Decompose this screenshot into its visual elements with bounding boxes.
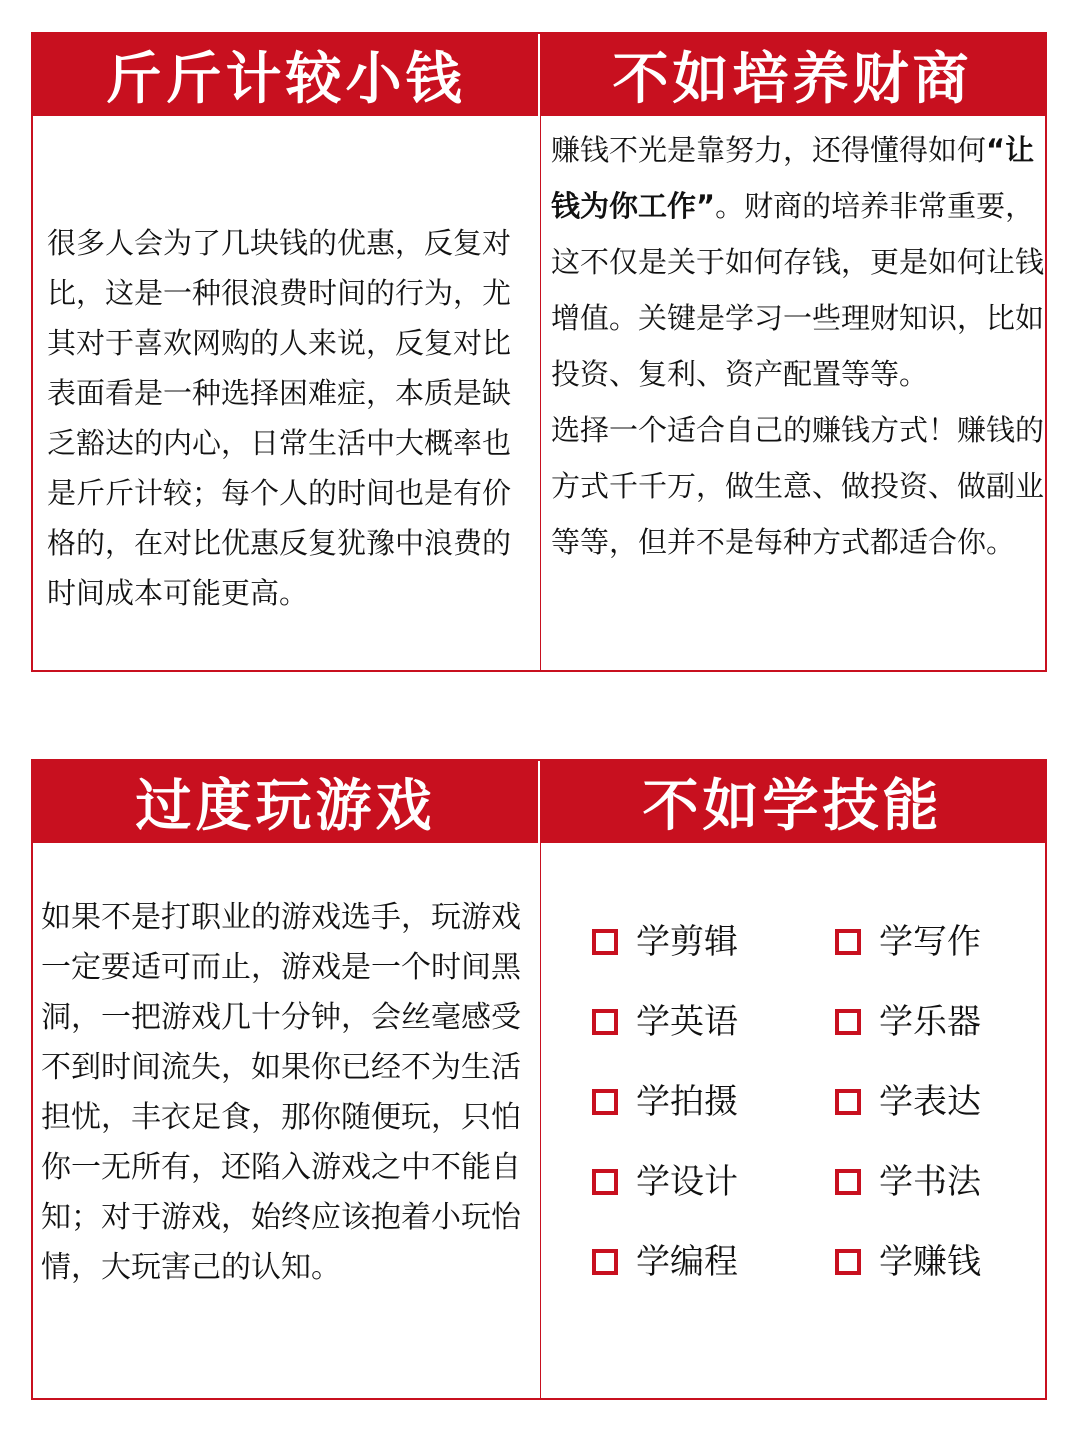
skill-item [835, 1237, 981, 1287]
skill-label: 学书法 [879, 1162, 981, 1202]
skill-item [835, 1157, 981, 1207]
skill-item [592, 917, 738, 967]
emphasis-quote: “让钱为你工作” [551, 133, 1035, 223]
skill-label: 学设计 [636, 1162, 738, 1202]
checkbox-icon [835, 1089, 861, 1115]
header-title-right: 不如学技能 [538, 761, 1045, 843]
header-title-left: 过度玩游戏 [135, 774, 436, 839]
header-title-right: 不如培养财商 [538, 34, 1045, 116]
skill-item [592, 1237, 738, 1287]
right-paragraph-lead: 赚钱不光是靠努力，还得懂得如何 [551, 133, 987, 167]
left-paragraph: 很多人会为了几块钱的优惠，反复对比，这是一种很浪费时间的行为，尤其对于喜欢网购的人来说，反复对比表面看是一种选择困难症，本质是缺乏豁达的内心，日常生活中大概率也是斤斤计较；每个人的时间也是有价格的，在对比优惠反复犹豫中浪费的时间成本可能更高。 [47, 226, 512, 610]
checkbox-icon [592, 1009, 618, 1035]
checkbox-icon [835, 929, 861, 955]
skill-item [592, 997, 738, 1047]
right-paragraph-rest: 。财商的培养非常重要，这不仅是关于如何存钱，更是如何让钱增值。关键是学习一些理财知识，比如投资、复利、资产配置等等。 选择一个适合自己的赚钱方式！赚钱的方式千千万，做生意、做投资、做副业等等，但并不是每种方式都适合你。 [551, 189, 1045, 559]
skill-label: 学赚钱 [879, 1242, 981, 1282]
skill-label: 学写作 [879, 922, 981, 962]
left-paragraph: 如果不是打职业的游戏选手，玩游戏一定要适可而止，游戏是一个时间黑洞，一把游戏几十分钟，会丝毫感受不到时间流失，如果你已经不为生活担忧，丰衣足食，那你随便玩，只怕你一无所有，还陷入游戏之中不能自知；对于游戏，始终应该抱着小玩怡情，大玩害己的认知。 [41, 900, 521, 1285]
skill-item [835, 1077, 981, 1127]
checkbox-icon [592, 1169, 618, 1195]
panel-header [33, 761, 1045, 843]
skill-item [835, 997, 981, 1047]
checkbox-icon [835, 1009, 861, 1035]
skill-item [592, 1077, 738, 1127]
skill-item [835, 917, 981, 967]
checkbox-icon [592, 929, 618, 955]
panel-header [33, 34, 1045, 116]
right-paragraph [551, 122, 1045, 570]
skill-label: 学乐器 [879, 1002, 981, 1042]
column-divider [540, 843, 541, 1398]
column-divider [540, 116, 541, 670]
checkbox-icon [835, 1169, 861, 1195]
checkbox-icon [835, 1249, 861, 1275]
skill-item [592, 1157, 738, 1207]
header-title-left: 斤斤计较小钱 [105, 47, 466, 112]
comparison-panel-money [31, 32, 1047, 672]
skill-label: 学表达 [879, 1082, 981, 1122]
skill-label: 学编程 [636, 1242, 738, 1282]
checkbox-icon [592, 1089, 618, 1115]
skill-label: 学英语 [636, 1002, 738, 1042]
skill-label: 学拍摄 [636, 1082, 738, 1122]
checkbox-icon [592, 1249, 618, 1275]
skill-label: 学剪辑 [636, 922, 738, 962]
